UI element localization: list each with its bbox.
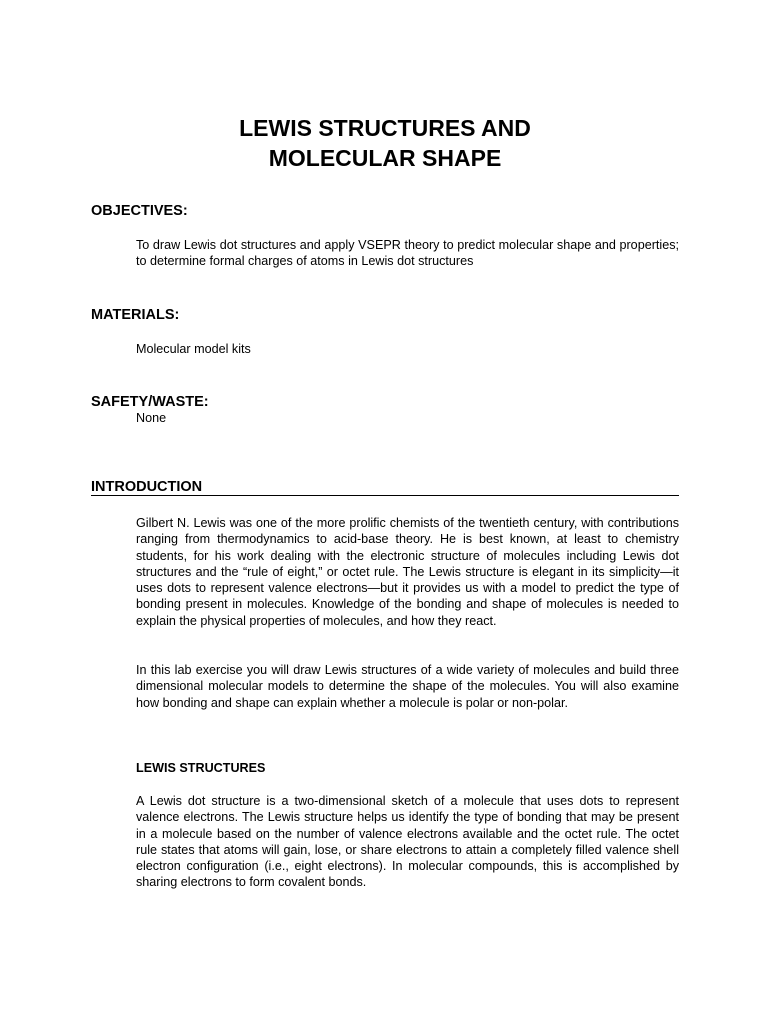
materials-text: Molecular model kits [136,342,251,356]
objectives-text: To draw Lewis dot structures and apply VSEPR theory to predict molecular shape and properties; to determine formal charges of atoms in Lewis dot structures [136,238,679,269]
safety-text: None [136,411,167,425]
introduction-heading: INTRODUCTION [91,479,679,496]
objectives-heading: OBJECTIVES: [91,203,188,219]
safety-heading: SAFETY/WASTE: [91,394,209,410]
title-line-2: MOLECULAR SHAPE [268,145,502,171]
page-title [0,113,770,173]
lewis-structures-paragraph: A Lewis dot structure is a two-dimensional sketch of a molecule that uses dots to represent valence electrons. The Lewis structure helps us identify the type of bonding that may be present in a molecule based on the number of valence electrons available and the octet rule. The octet rule states that atoms will gain, lose, or share electrons to attain a completely filled valence shell electron configuration (i.e., eight electrons). In molecular compounds, this is accomplished by sharing electrons to form covalent bonds. [136,794,679,890]
lewis-structures-heading: LEWIS STRUCTURES [136,761,266,775]
materials-heading: MATERIALS: [91,307,180,323]
title-line-1: LEWIS STRUCTURES AND [239,115,531,141]
introduction-paragraph-2: In this lab exercise you will draw Lewis structures of a wide variety of molecules and build three dimensional molecular models to determine the shape of the molecules. You will also examine how bonding and shape can explain whether a molecule is polar or non-polar. [136,663,679,710]
introduction-paragraph-1: Gilbert N. Lewis was one of the more prolific chemists of the twentieth century, with contributions ranging from thermodynamics to acid-base theory. He is best known, at least to chemistry students, for his work dealing with the electronic structure of molecules including Lewis dot structures and the “rule of eight,” or octet rule. The Lewis structure is elegant in its simplicity—it uses dots to represent valence electrons—but it provides us with a model to predict the type of bonding present in molecules. Knowledge of the bonding and shape of molecules is needed to explain the physical properties of molecules, and how they react. [136,516,679,628]
